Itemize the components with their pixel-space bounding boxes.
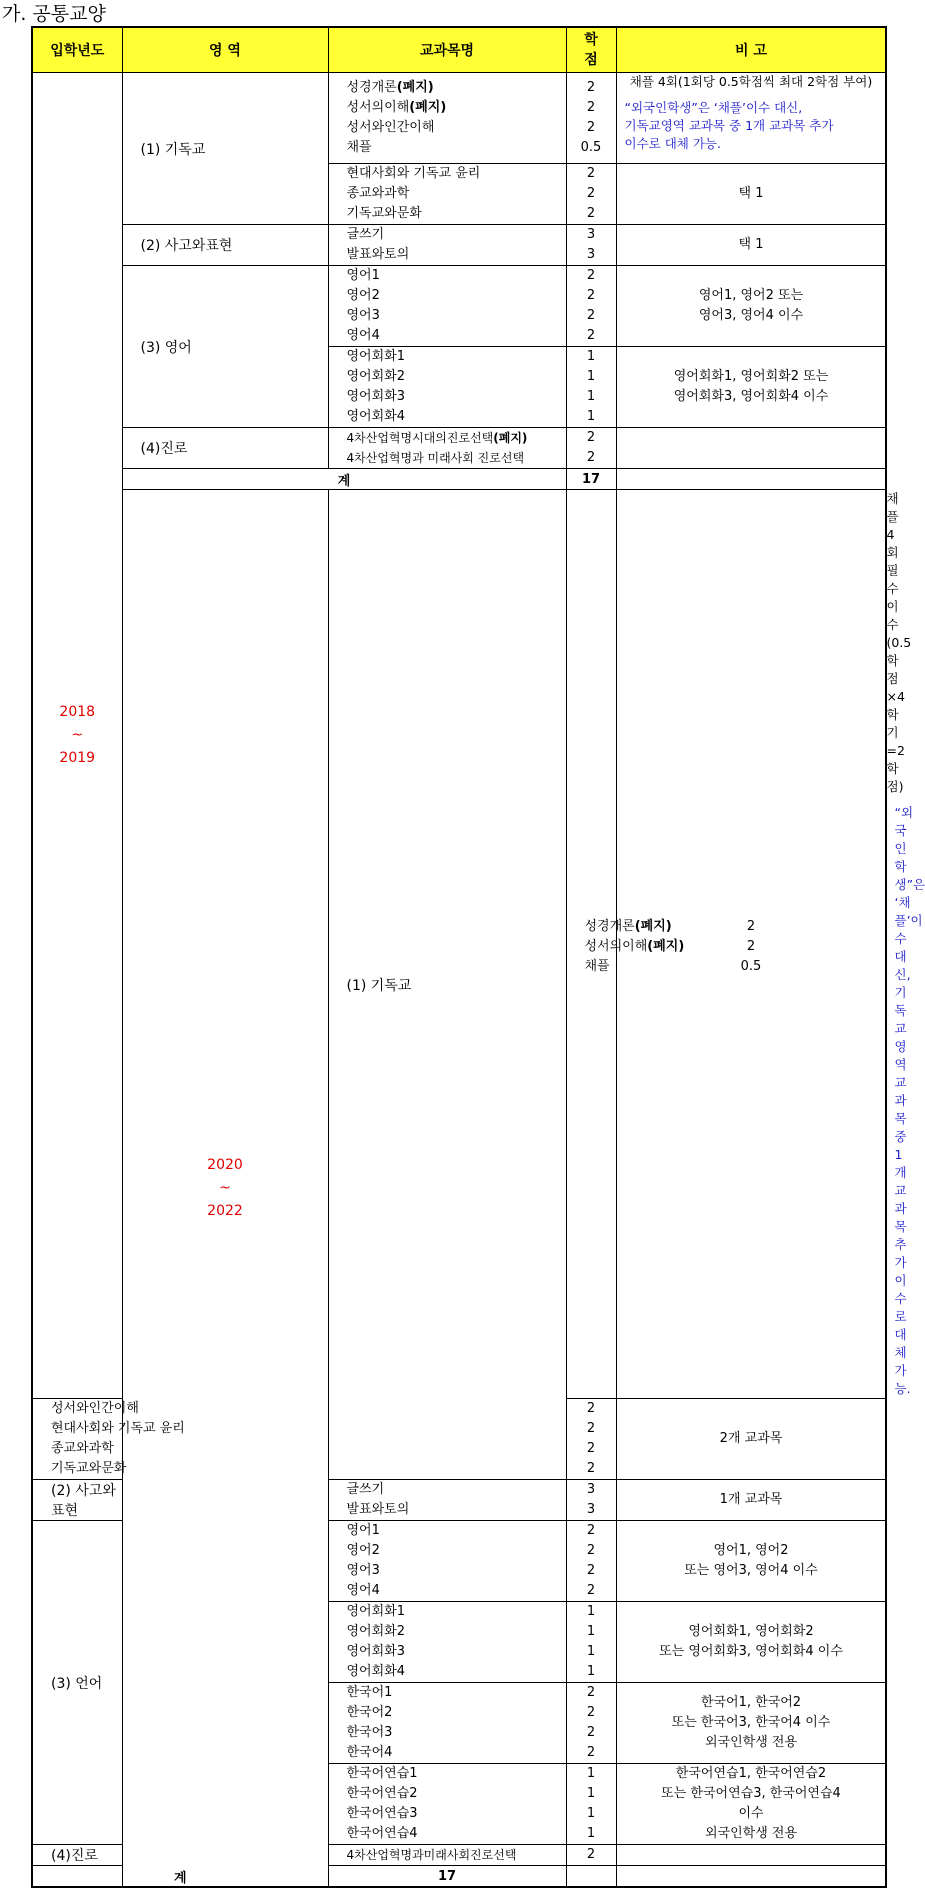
total-row [32,469,886,490]
note-cell: 영어회화1, 영어회화2 또는 영어회화3, 영어회화4 이수 [616,1602,886,1683]
credit-list: 2 2 2 2 [566,1683,616,1764]
credit-list: 1 1 1 1 [566,1764,616,1845]
note-cell [616,469,886,490]
course-list: 글쓰기 발표와토의 [328,1480,566,1521]
area-cell: (2) 사고와표현 [122,225,328,266]
table-row [32,225,886,266]
credit-list: 3 3 [566,1480,616,1521]
credit-list: 3 3 [566,225,616,266]
course-list: 영어회화1 영어회화2 영어회화3 영어회화4 [328,1602,566,1683]
section-heading: 가. 공통교양 [2,3,106,25]
area-cell: (4)진로 [122,428,328,469]
total-label: 계 [122,469,566,490]
table-row [32,428,886,469]
note-cell: 1개 교과목 [616,1480,886,1521]
credit-list: 1 1 1 1 [566,1602,616,1683]
note-cell [616,1845,886,1866]
total-value: 17 [566,469,616,490]
credit-list: 2 2 2 0.5 [566,73,616,164]
note-cell: 영어1, 영어2 또는 영어3, 영어4 이수 [616,1521,886,1602]
note-cell: 한국어연습1, 한국어연습2 또는 한국어연습3, 한국어연습4 이수 외국인학생 전용 [616,1764,886,1845]
course-list: 한국어1 한국어2 한국어3 한국어4 [328,1683,566,1764]
total-value: 17 [328,1866,566,1888]
credit-list: 2 2 0.5 [616,490,886,1399]
year-cell: 2018 ~ 2019 [32,73,122,1399]
table-row [32,266,886,347]
note-cell: 택 1 [616,225,886,266]
course-list: 영어1 영어2 영어3 영어4 [328,266,566,347]
area-cell: (2) 사고와표현 [32,1480,122,1521]
course-list: 성경개론(폐지) 성서의이해(폐지) 성서와인간이해 채플 [328,73,566,164]
credit-list: 2 [566,1845,616,1866]
year-cell: 2020 ~ 2022 [122,490,328,1888]
course-list: 성서와인간이해 현대사회와 기독교 윤리 종교와과학 기독교와문화 [32,1399,122,1480]
course-list: 한국어연습1 한국어연습2 한국어연습3 한국어연습4 [328,1764,566,1845]
table-row: 2020 ~ 2022 (1) 기독교 성경개론(폐지) 성서의이해(폐지) 채플 2 2 0.5 채플 4회 필수 이수(0.5학점×4학기=2학점) “외국인학생”은 ‘채플’이수 대신, 기독교영역 교과목 중 1개 교과목 추가 이수로 대체 가능. [32,490,886,1399]
area-cell: (3) 언어 [32,1521,122,1845]
credit-list: 2 2 [566,428,616,469]
course-list: 영어1 영어2 영어3 영어4 [328,1521,566,1602]
header-year: 입학년도 [32,27,122,73]
course-list: 성경개론(폐지) 성서의이해(폐지) 채플 [566,490,616,1399]
header-course: 교과목명 [328,27,566,73]
course-list: 4차산업혁명시대의진로선택(폐지) 4차산업혁명과 미래사회 진로선택 [328,428,566,469]
note-cell: 한국어1, 한국어2 또는 한국어3, 한국어4 이수 외국인학생 전용 [616,1683,886,1764]
note-cell [616,428,886,469]
credit-list: 2 2 2 2 [566,266,616,347]
total-label: 계 [32,1866,328,1888]
course-list: 현대사회와 기독교 윤리 종교와과학 기독교와문화 [328,164,566,225]
credit-list: 2 2 2 [566,164,616,225]
note-cell [566,1866,616,1888]
credit-list: 1 1 1 1 [566,347,616,428]
table-row [32,73,886,164]
course-list: 글쓰기 발표와토의 [328,225,566,266]
area-cell: (1) 기독교 [122,73,328,225]
note-cell: 택 1 [616,164,886,225]
header-credit: 학 점 [566,27,616,73]
area-cell: (4)진로 [32,1845,122,1866]
credit-list: 2 2 2 2 [566,1521,616,1602]
curriculum-table [31,26,925,1888]
course-list: 4차산업혁명과미래사회진로선택 [328,1845,566,1866]
note-cell: 영어회화1, 영어회화2 또는 영어회화3, 영어회화4 이수 [616,347,886,428]
header-row [32,27,886,73]
note-cell: 영어1, 영어2 또는 영어3, 영어4 이수 [616,266,886,347]
note-cell: 채플 4회(1회당 0.5학점씩 최대 2학점 부여) “외국인학생”은 ‘채플’이수 대신, 기독교영역 교과목 중 1개 교과목 추가 이수로 대체 가능. [616,73,886,164]
total-row [32,1866,886,1888]
note-cell: 2개 교과목 [616,1399,886,1480]
header-area: 영 역 [122,27,328,73]
credit-list: 2 2 2 2 [566,1399,616,1480]
course-list: 영어회화1 영어회화2 영어회화3 영어회화4 [328,347,566,428]
header-note: 비 고 [616,27,886,73]
area-cell: (1) 기독교 [328,490,566,1480]
area-cell: (3) 영어 [122,266,328,428]
